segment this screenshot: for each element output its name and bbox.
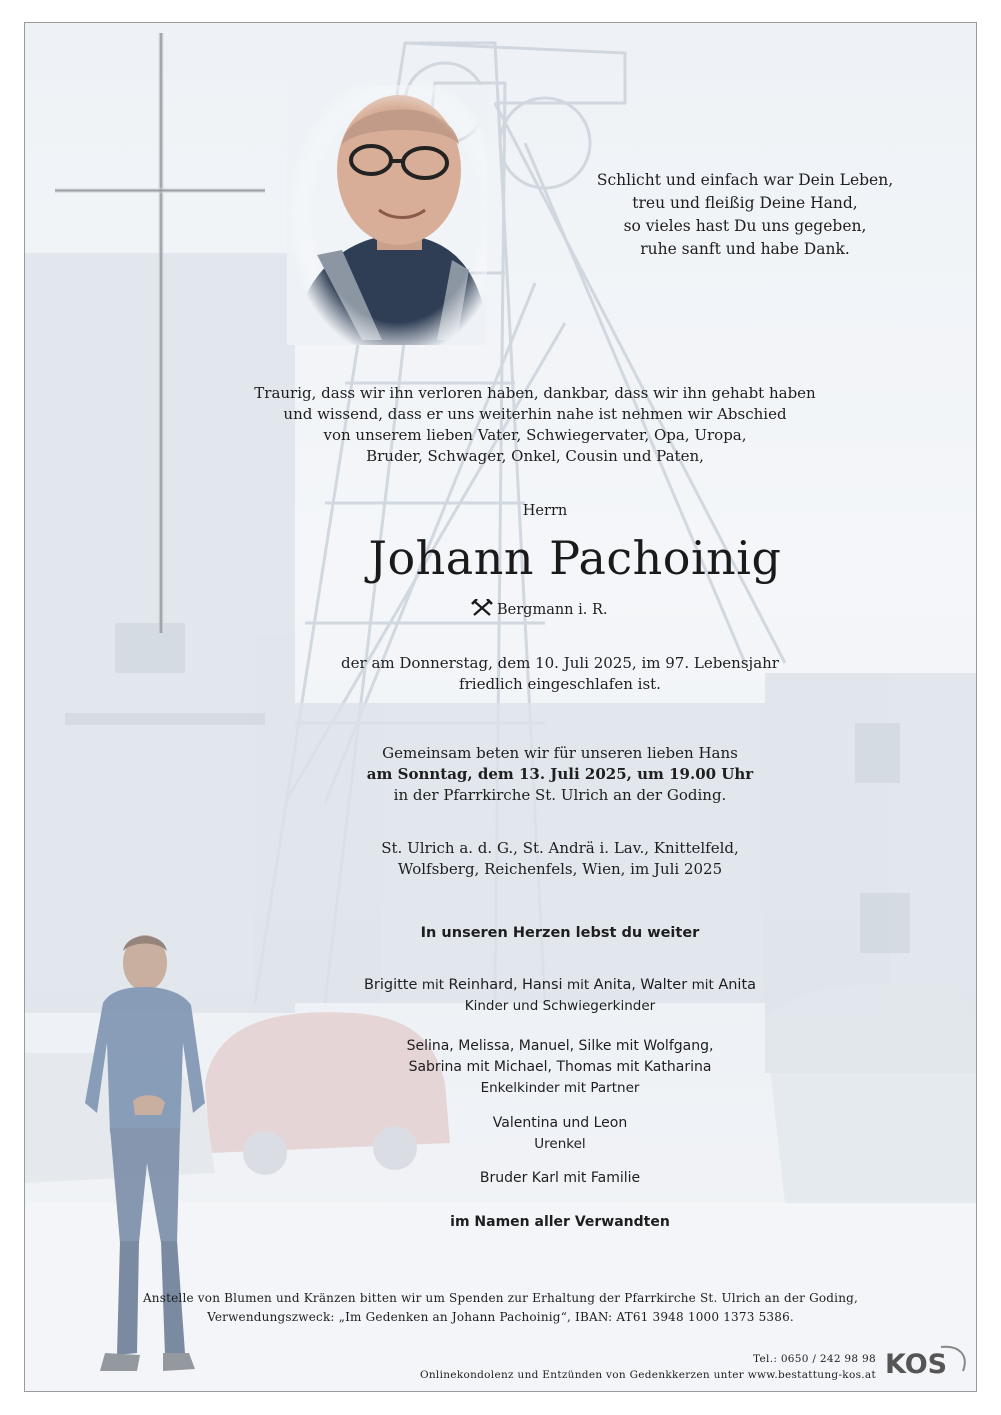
separator: , <box>513 977 518 993</box>
intro-line: und wissend, dass er uns weiterhin nahe ist nehmen wir Abschied <box>283 405 787 423</box>
mourners-brother: Bruder Karl mit Familie <box>479 1170 641 1186</box>
relation-label: Kinder und Schwiegerkinder <box>464 998 656 1014</box>
prayer-line: Gemeinsam beten wir für unseren lieben Hans <box>382 744 738 762</box>
donation-line: Anstelle von Blumen und Kränzen bitten wir um Spenden zur Erhaltung der Pfarrkirche St. Ulrich an der Goding, <box>142 1291 859 1305</box>
connector: mit <box>691 977 714 993</box>
great-grandchildren-line: Valentina und Leon <box>492 1115 628 1131</box>
mourner-name: Anita <box>718 977 757 993</box>
children-names <box>275 975 845 996</box>
intro-line: Bruder, Schwager, Onkel, Cousin und Paten, <box>366 447 704 465</box>
prayer-line-date: am Sonntag, dem 13. Juli 2025, um 19.00 Uhr <box>366 765 754 783</box>
mourner-name: Reinhard <box>448 977 514 993</box>
poem-line: Schlicht und einfach war Dein Leben, <box>596 171 894 189</box>
contact-info <box>416 1351 876 1383</box>
mourners-relatives: im Namen aller Verwandten <box>450 1214 670 1230</box>
death-line: friedlich eingeschlafen ist. <box>459 675 661 693</box>
kos-logo <box>881 1341 971 1385</box>
occupation-text: Bergmann i. R. <box>497 602 608 618</box>
prayer-line: in der Pfarrkirche St. Ulrich an der Goding. <box>393 786 727 804</box>
deceased-name: Johann Pachoinig <box>368 531 782 585</box>
separator: , <box>631 977 636 993</box>
mourner-name: Hansi <box>522 977 563 993</box>
intro-line: Traurig, dass wir ihn verloren haben, dankbar, dass wir ihn gehabt haben <box>254 384 816 402</box>
grandchildren-line: Sabrina mit Michael, Thomas mit Katharina <box>408 1059 712 1075</box>
prayer-info <box>275 743 845 806</box>
obituary-card <box>24 22 977 1392</box>
mourners-children <box>275 975 845 1017</box>
poem-line: ruhe sanft und habe Dank. <box>640 240 850 258</box>
relation-label: Enkelkinder mit Partner <box>480 1080 640 1096</box>
phone-number: Tel.: 0650 / 242 98 98 <box>753 1353 876 1365</box>
salutation: Herrn <box>522 503 568 519</box>
donation-notice <box>25 1289 976 1327</box>
portrait-photo <box>287 85 487 345</box>
mourners-great-grandchildren <box>275 1113 845 1155</box>
condolence-website[interactable]: Onlinekondolenz und Entzünden von Gedenkkerzen unter www.bestattung-kos.at <box>419 1369 876 1381</box>
places-line: Wolfsberg, Reichenfels, Wien, im Juli 2025 <box>397 860 723 878</box>
mourner-name: Brigitte <box>363 977 418 993</box>
connector: mit <box>421 977 445 993</box>
places-line: St. Ulrich a. d. G., St. Andrä i. Lav., Knittelfeld, <box>381 839 739 857</box>
cross-icon <box>55 33 265 673</box>
poem-line: so vieles hast Du uns gegeben, <box>623 217 867 235</box>
donation-line: Verwendungszweck: „Im Gedenken an Johann Pachoinig“, IBAN: AT61 3948 1000 1373 5386. <box>207 1310 794 1324</box>
grandchildren-line: Selina, Melissa, Manuel, Silke mit Wolfgang, <box>406 1038 714 1054</box>
death-notice <box>275 653 845 695</box>
occupation <box>471 599 691 618</box>
places-date <box>275 838 845 880</box>
logo-text: KOS <box>885 1349 948 1380</box>
connector: mit <box>567 977 590 993</box>
intro-text <box>175 383 895 467</box>
death-line: der am Donnerstag, dem 10. Juli 2025, im 97. Lebensjahr <box>341 654 779 672</box>
poem-line: treu und fleißig Deine Hand, <box>632 194 858 212</box>
hammer-and-pick-icon <box>471 599 493 617</box>
relation-label: Urenkel <box>534 1136 586 1152</box>
intro-line: von unserem lieben Vater, Schwiegervater, Opa, Uropa, <box>323 426 747 444</box>
mourner-name: Walter <box>640 977 688 993</box>
motto: In unseren Herzen lebst du weiter <box>420 925 700 941</box>
mourner-name: Anita <box>593 977 632 993</box>
poem <box>545 169 945 261</box>
mourners-grandchildren <box>275 1036 845 1099</box>
